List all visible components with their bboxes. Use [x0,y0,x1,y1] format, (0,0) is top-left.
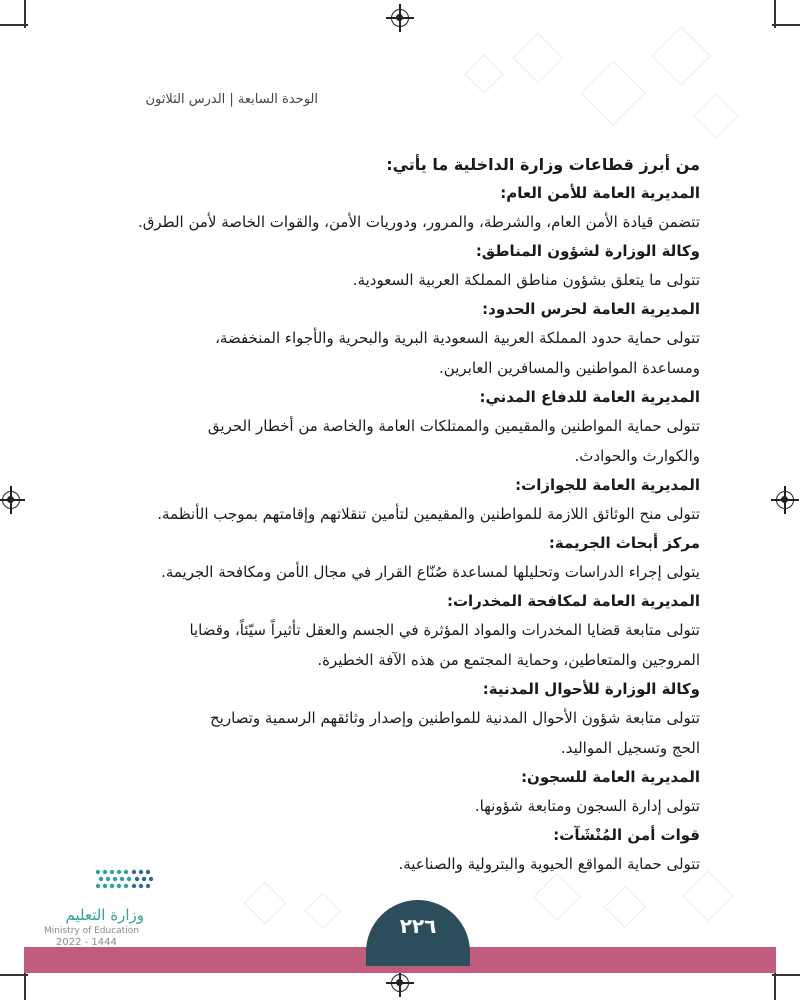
decorative-diamond [533,873,581,921]
section-text: الحج وتسجيل المواليد. [560,739,700,757]
section-text: تتولى ما يتعلق بشؤون مناطق المملكة العربية السعودية. [352,271,700,289]
section-public-security [137,179,700,237]
section-title: المديرية العامة للأمن العام: [500,184,700,202]
section-text: تتولى حماية حدود المملكة العربية السعودية البرية والبحرية والأجواء المنخفضة، [215,329,700,347]
section-text: تتولى حماية المواقع الحيوية والبترولية والصناعية. [398,855,700,873]
section-title: المديرية العامة للدفاع المدني: [479,388,700,406]
registration-mark-icon [391,9,409,27]
section-title: المديرية العامة لحرس الحدود: [482,300,700,318]
section-civil-status [142,675,700,763]
crop-mark [24,972,26,1000]
section-title: المديرية العامة لمكافحة المخدرات: [446,592,700,610]
intro-heading: من أبرز قطاعات وزارة الداخلية ما يأتي: [386,155,700,174]
ministry-name-arabic: وزارة التعليم [65,906,144,924]
section-text: تتولى منح الوثائق اللازمة للمواطنين والمقيمين لتأمين تنقلاتهم وإقامتهم بموجب الأنظمة. [157,505,700,523]
page-content [137,150,700,879]
section-text: تتضمن قيادة الأمن العام، والشرطة، والمرور، ودوريات الأمن، والقوات الخاصة لأمن الطرق. [137,213,700,231]
section-prisons [142,763,700,821]
decorative-diamond [305,893,342,930]
decorative-diamond [513,33,564,84]
section-border-guard [142,295,700,383]
section-text: تتولى حماية المواطنين والمقيمين والممتلكات العامة والخاصة من أخطار الحريق [207,417,700,435]
decorative-diamond [604,886,646,928]
section-civil-defense [142,383,700,471]
section-narcotics-control [142,587,700,675]
crop-mark [0,974,28,976]
section-text: ومساعدة المواطنين والمسافرين العابرين. [439,359,700,377]
decorative-diamond [651,26,710,85]
section-title: المديرية العامة للجوازات: [515,476,700,494]
page-number: ٢٢٦ [399,914,437,938]
crop-mark [772,24,800,26]
section-passports [142,471,700,529]
section-facilities-security [142,821,700,879]
decorative-diamond [464,54,504,94]
section-regions-affairs [142,237,700,295]
section-title: وكالة الوزارة لشؤون المناطق: [475,242,700,260]
decorative-diamond [244,882,286,924]
section-crime-research [142,529,700,587]
section-title: مركز أبحاث الجريمة: [548,534,700,552]
registration-mark-icon [2,491,20,509]
decorative-diamond [580,60,645,125]
crop-mark [774,972,776,1000]
ministry-name-english: Ministry of Education [44,926,139,936]
section-text: والكوارث والحوادث. [574,447,700,465]
ministry-year: 2022 - 1444 [56,937,117,948]
section-text: تتولى متابعة شؤون الأحوال المدنية للمواطنين وإصدار وثائقهم الرسمية وتصاريح [210,709,700,727]
registration-mark-icon [776,491,794,509]
registration-mark-icon [391,974,409,992]
ministry-logo-icon [94,866,156,896]
section-title: قوات أمن المُنْشَآت: [553,826,700,844]
decorative-diamond [693,93,738,138]
section-title: وكالة الوزارة للأحوال المدنية: [482,680,700,698]
crop-mark [772,974,800,976]
section-text: يتولى إجراء الدراسات وتحليلها لمساعدة صُنّاع القرار في مجال الأمن ومكافحة الجريمة. [161,563,700,581]
section-text: المروجين والمتعاطين، وحماية المجتمع من هذه الآفة الخطيرة. [317,651,700,669]
unit-lesson-header: الوحدة السابعة | الدرس الثلاثون [145,92,318,107]
section-title: المديرية العامة للسجون: [521,768,700,786]
section-text: تتولى متابعة قضايا المخدرات والمواد المؤثرة في الجسم والعقل تأثيراً سيّئاً، وقضايا [189,621,700,639]
section-text: تتولى إدارة السجون ومتابعة شؤونها. [474,797,700,815]
crop-mark [0,24,28,26]
